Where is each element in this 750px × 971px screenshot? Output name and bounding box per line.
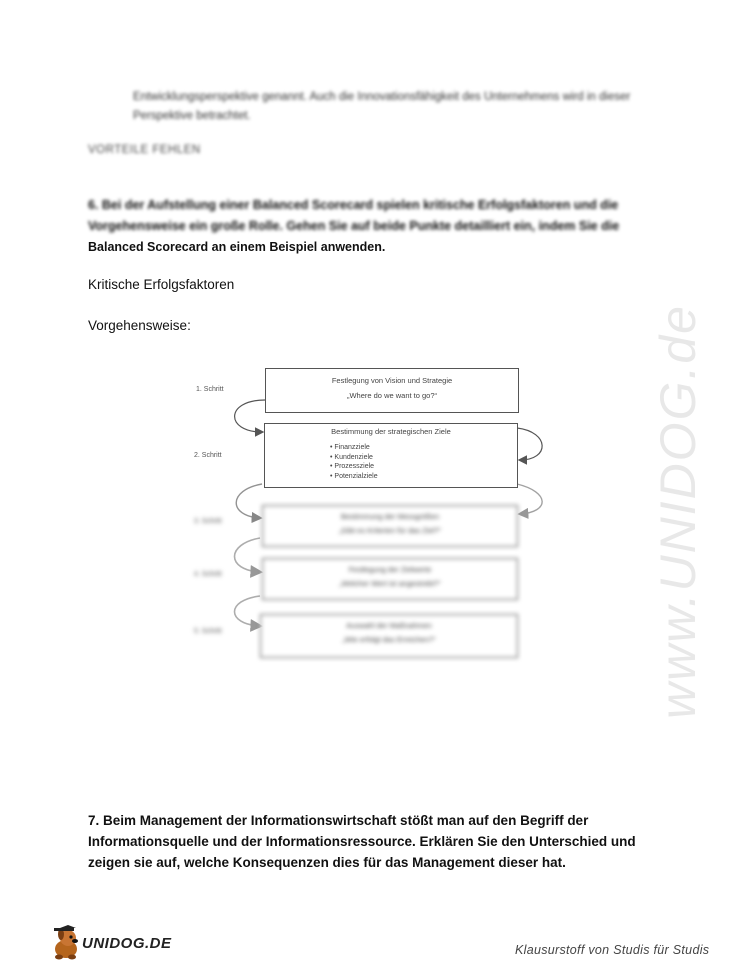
footer-tagline: Klausurstoff von Studis für Studis — [515, 943, 710, 957]
step-5-subtitle: „Wie erfolgt das Erreichen?“ — [342, 635, 436, 644]
question-6-visible: Balanced Scorecard an einem Beispiel anwenden. — [88, 240, 386, 254]
intro-paragraph: Entwicklungsperspektive genannt. Auch die Innovationsfähigkeit des Unternehmens wird in dieser Perspektive betrachtet. — [133, 91, 631, 122]
step-5-title: Auswahl der Maßnahmen — [346, 621, 432, 630]
step-2-title: Bestimmung der strategischen Ziele — [331, 427, 451, 436]
bullet-prozessziele: • Prozessziele — [330, 463, 375, 470]
question-7: 7. Beim Management der Informationswirtschaft stößt man auf den Begriff der Informationsquelle und der Informationsressource. Erklären Sie den Unterschied und zeigen sie auf, welche Konsequenzen dies für das Management dieser hat. — [88, 813, 636, 870]
step-3-label: 3. Schritt — [194, 518, 222, 525]
logo-text: UNIDOG.DE — [82, 935, 172, 952]
step-4-title: Festlegung der Zielwerte — [348, 565, 432, 574]
step-2-label: 2. Schritt — [194, 452, 222, 459]
step-1-title: Festlegung von Vision und Strategie — [331, 376, 453, 385]
step-1-label: 1. Schritt — [196, 386, 224, 393]
step-5-label: 5. Schritt — [194, 628, 222, 635]
step-3-box — [262, 505, 518, 547]
step-5-box — [260, 614, 518, 658]
bullet-finanzziele: • Finanzziele — [330, 444, 370, 451]
vorteile-fehlen-note: VORTEILE FEHLEN — [88, 144, 201, 156]
bullet-potenzialziele: • Potenzialziele — [330, 472, 378, 480]
question-6-blurred: 6. Bei der Aufstellung einer Balanced Scorecard spielen kritische Erfolgsfaktoren und die Vorgehensweise ein große Rolle. Gehen Sie auf beide Punkte detailliert ein, indem Sie die — [88, 198, 620, 233]
vorgehensweise-label: Vorgehensweise: — [88, 318, 191, 333]
step-1-subtitle: „Where do we want to go?“ — [346, 391, 438, 400]
bullet-kundenziele: • Kundenziele — [330, 453, 373, 461]
step-4-subtitle: „Welcher Wert ist angestrebt?“ — [339, 579, 441, 588]
step-4-box — [262, 558, 518, 600]
question-6 — [88, 195, 663, 258]
unidog-watermark: www.UNIDOG.de — [650, 304, 706, 719]
kritische-erfolgsfaktoren-label: Kritische Erfolgsfaktoren — [88, 277, 235, 292]
dog-mascot-icon — [50, 925, 84, 961]
step-3-subtitle: „Gibt es Kriterien für das Ziel?“ — [338, 526, 442, 535]
step-3-title: Bestimmung der Messgrößen — [340, 512, 440, 521]
step-1-box — [265, 368, 519, 413]
unidog-logo[interactable] — [50, 925, 175, 961]
step-4-label: 4. Schritt — [194, 571, 222, 578]
bsc-process-diagram — [180, 360, 560, 670]
step-2-box — [264, 423, 518, 488]
step-2-bullets — [330, 443, 378, 481]
